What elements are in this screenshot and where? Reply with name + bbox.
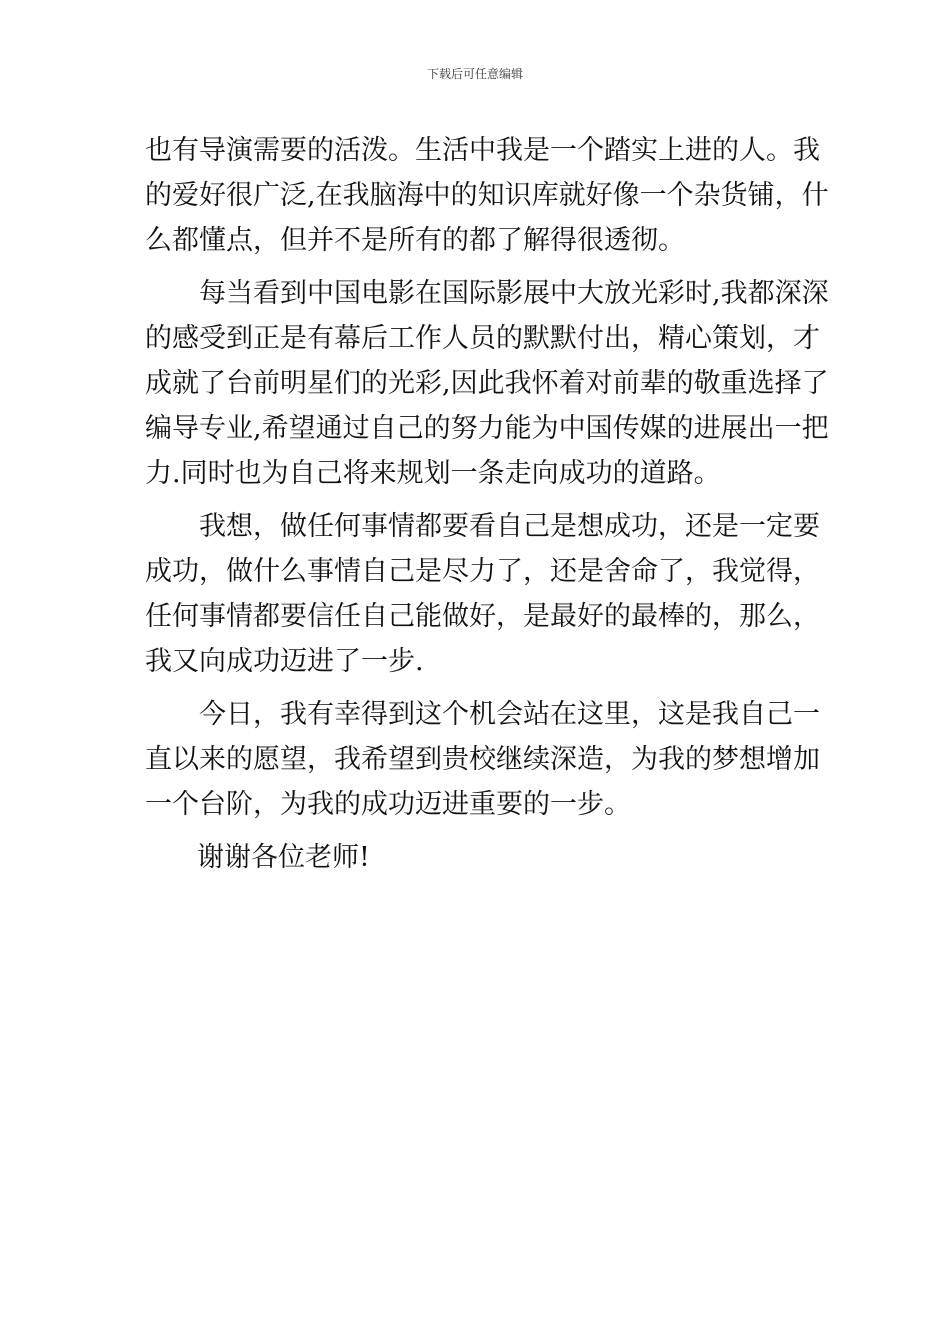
text-line: 的感受到正是有幕后工作人员的默默付出，精心策划，才 (145, 323, 820, 354)
text-line: 编导专业,希望通过自己的努力能为中国传媒的进展出一把 (145, 413, 829, 444)
text-line: 每当看到中国电影在国际影展中大放光彩时,我都深深 (199, 278, 829, 309)
paragraph (145, 692, 820, 827)
text-line: 直以来的愿望，我希望到贵校继续深造，为我的梦想增加 (145, 744, 820, 775)
text-line: 力.同时也为自己将来规划一条走向成功的道路。 (145, 458, 721, 489)
text-line: 今日，我有幸得到这个机会站在这里，这是我自己一 (199, 699, 820, 730)
text-line: 也有导演需要的活泼。生活中我是一个踏实上进的人。我 (145, 135, 820, 166)
page-header: 下载后可任意编辑 (426, 67, 523, 81)
document-body (145, 128, 829, 880)
paragraph (145, 128, 829, 263)
text-line: 我又向成功迈进了一步. (145, 646, 424, 677)
paragraph (145, 504, 820, 684)
text-line: 一个台阶，为我的成功迈进重要的一步。 (145, 789, 631, 820)
text-line: 我想，做任何事情都要看自己是想成功，还是一定要 (199, 511, 820, 542)
text-line: 任何事情都要信任自己能做好，是最好的最棒的，那么， (145, 601, 820, 632)
paragraph (145, 835, 810, 880)
text-line: 么都懂点，但并不是所有的都了解得很透彻。 (145, 225, 685, 256)
text-line: 成就了台前明星们的光彩,因此我怀着对前辈的敬重选择了 (145, 368, 829, 399)
text-line: 成功，做什么事情自己是尽力了，还是舍命了，我觉得， (145, 556, 820, 587)
paragraph (145, 271, 829, 496)
closing-line: 谢谢各位老师! (197, 842, 370, 873)
text-line: 的爱好很广泛,在我脑海中的知识库就好像一个杂货铺，什 (145, 180, 829, 211)
